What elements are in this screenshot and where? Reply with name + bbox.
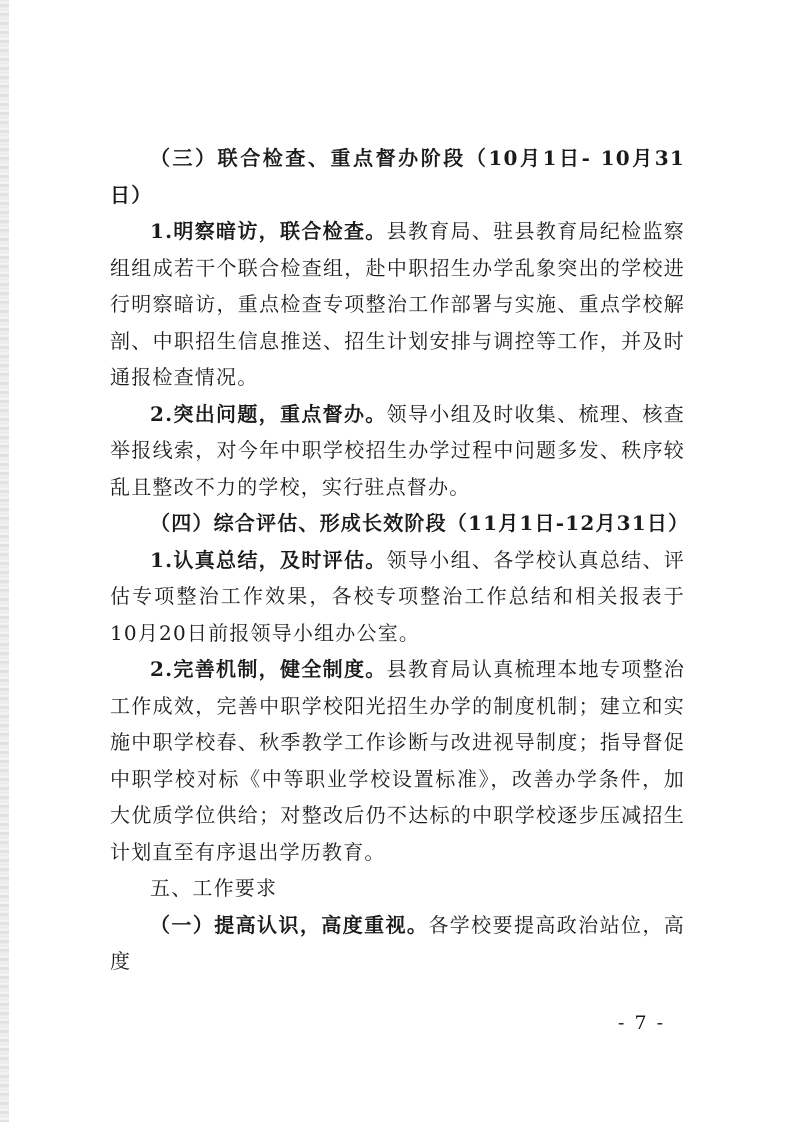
- item-4-2-text: 县教育局认真梳理本地专项整治工作成效，完善中职学校阳光招生办学的制度机制；建立和实施中职学校春、秋季教学工作诊断与改进视导制度；指导督促中职学校对标《中等职业学校设置标准》，改善办学条件，加大优质学位供给；对整改后仍不达标的中职学校逐步压减招生计划直至有序退出学历教育。: [110, 657, 685, 864]
- document-body: [110, 140, 690, 980]
- item-4-1-lead: 1.认真总结，及时评估。: [150, 547, 387, 572]
- item-3-1-lead: 1.明察暗访，联合检查。: [150, 219, 387, 243]
- scan-edge: [0, 0, 9, 1122]
- item-3-1-text: 县教育局、驻县教育局纪检监察组组成若干个联合检查组，赴中职招生办学乱象突出的学校进行明察暗访，重点检查专项整治工作部署与实施、重点学校解剖、中职招生信息推送、招生计划安排与调控等工作，并及时通报检查情况。: [110, 219, 685, 389]
- item-4-1-paragraph: [110, 542, 685, 652]
- item-5-1-paragraph: [110, 907, 685, 980]
- item-3-2-lead: 2.突出问题，重点督办。: [150, 401, 387, 426]
- section-4-heading: （四）综合评估、形成长效阶段（11月1日-12月31日）: [150, 511, 690, 535]
- item-4-2-paragraph: [110, 651, 685, 870]
- item-3-2-text: 领导小组及时收集、梳理、核查举报线索，对今年中职学校招生办学过程中问题多发、秩序较乱且整改不力的学校，实行驻点督办。: [110, 401, 685, 499]
- page-number: - 7 -: [618, 1012, 666, 1034]
- item-3-2-paragraph: [110, 396, 685, 506]
- section-3-heading: （三）联合检查、重点督办阶段（10月1日- 10月31日）: [110, 146, 685, 207]
- item-3-1-paragraph: [110, 213, 685, 396]
- item-4-2-lead: 2.完善机制，健全制度。: [150, 657, 387, 681]
- section-5-heading: 五、工作要求: [150, 876, 278, 900]
- item-5-1-text: 各学校要提高政治站位，高度: [110, 912, 685, 973]
- item-5-1-lead: （一）提高认识，高度重视。: [150, 912, 429, 937]
- item-4-1-text: 领导小组、各学校认真总结、评估专项整治工作效果，各校专项整治工作总结和相关报表于10月20日前报领导小组办公室。: [110, 547, 685, 645]
